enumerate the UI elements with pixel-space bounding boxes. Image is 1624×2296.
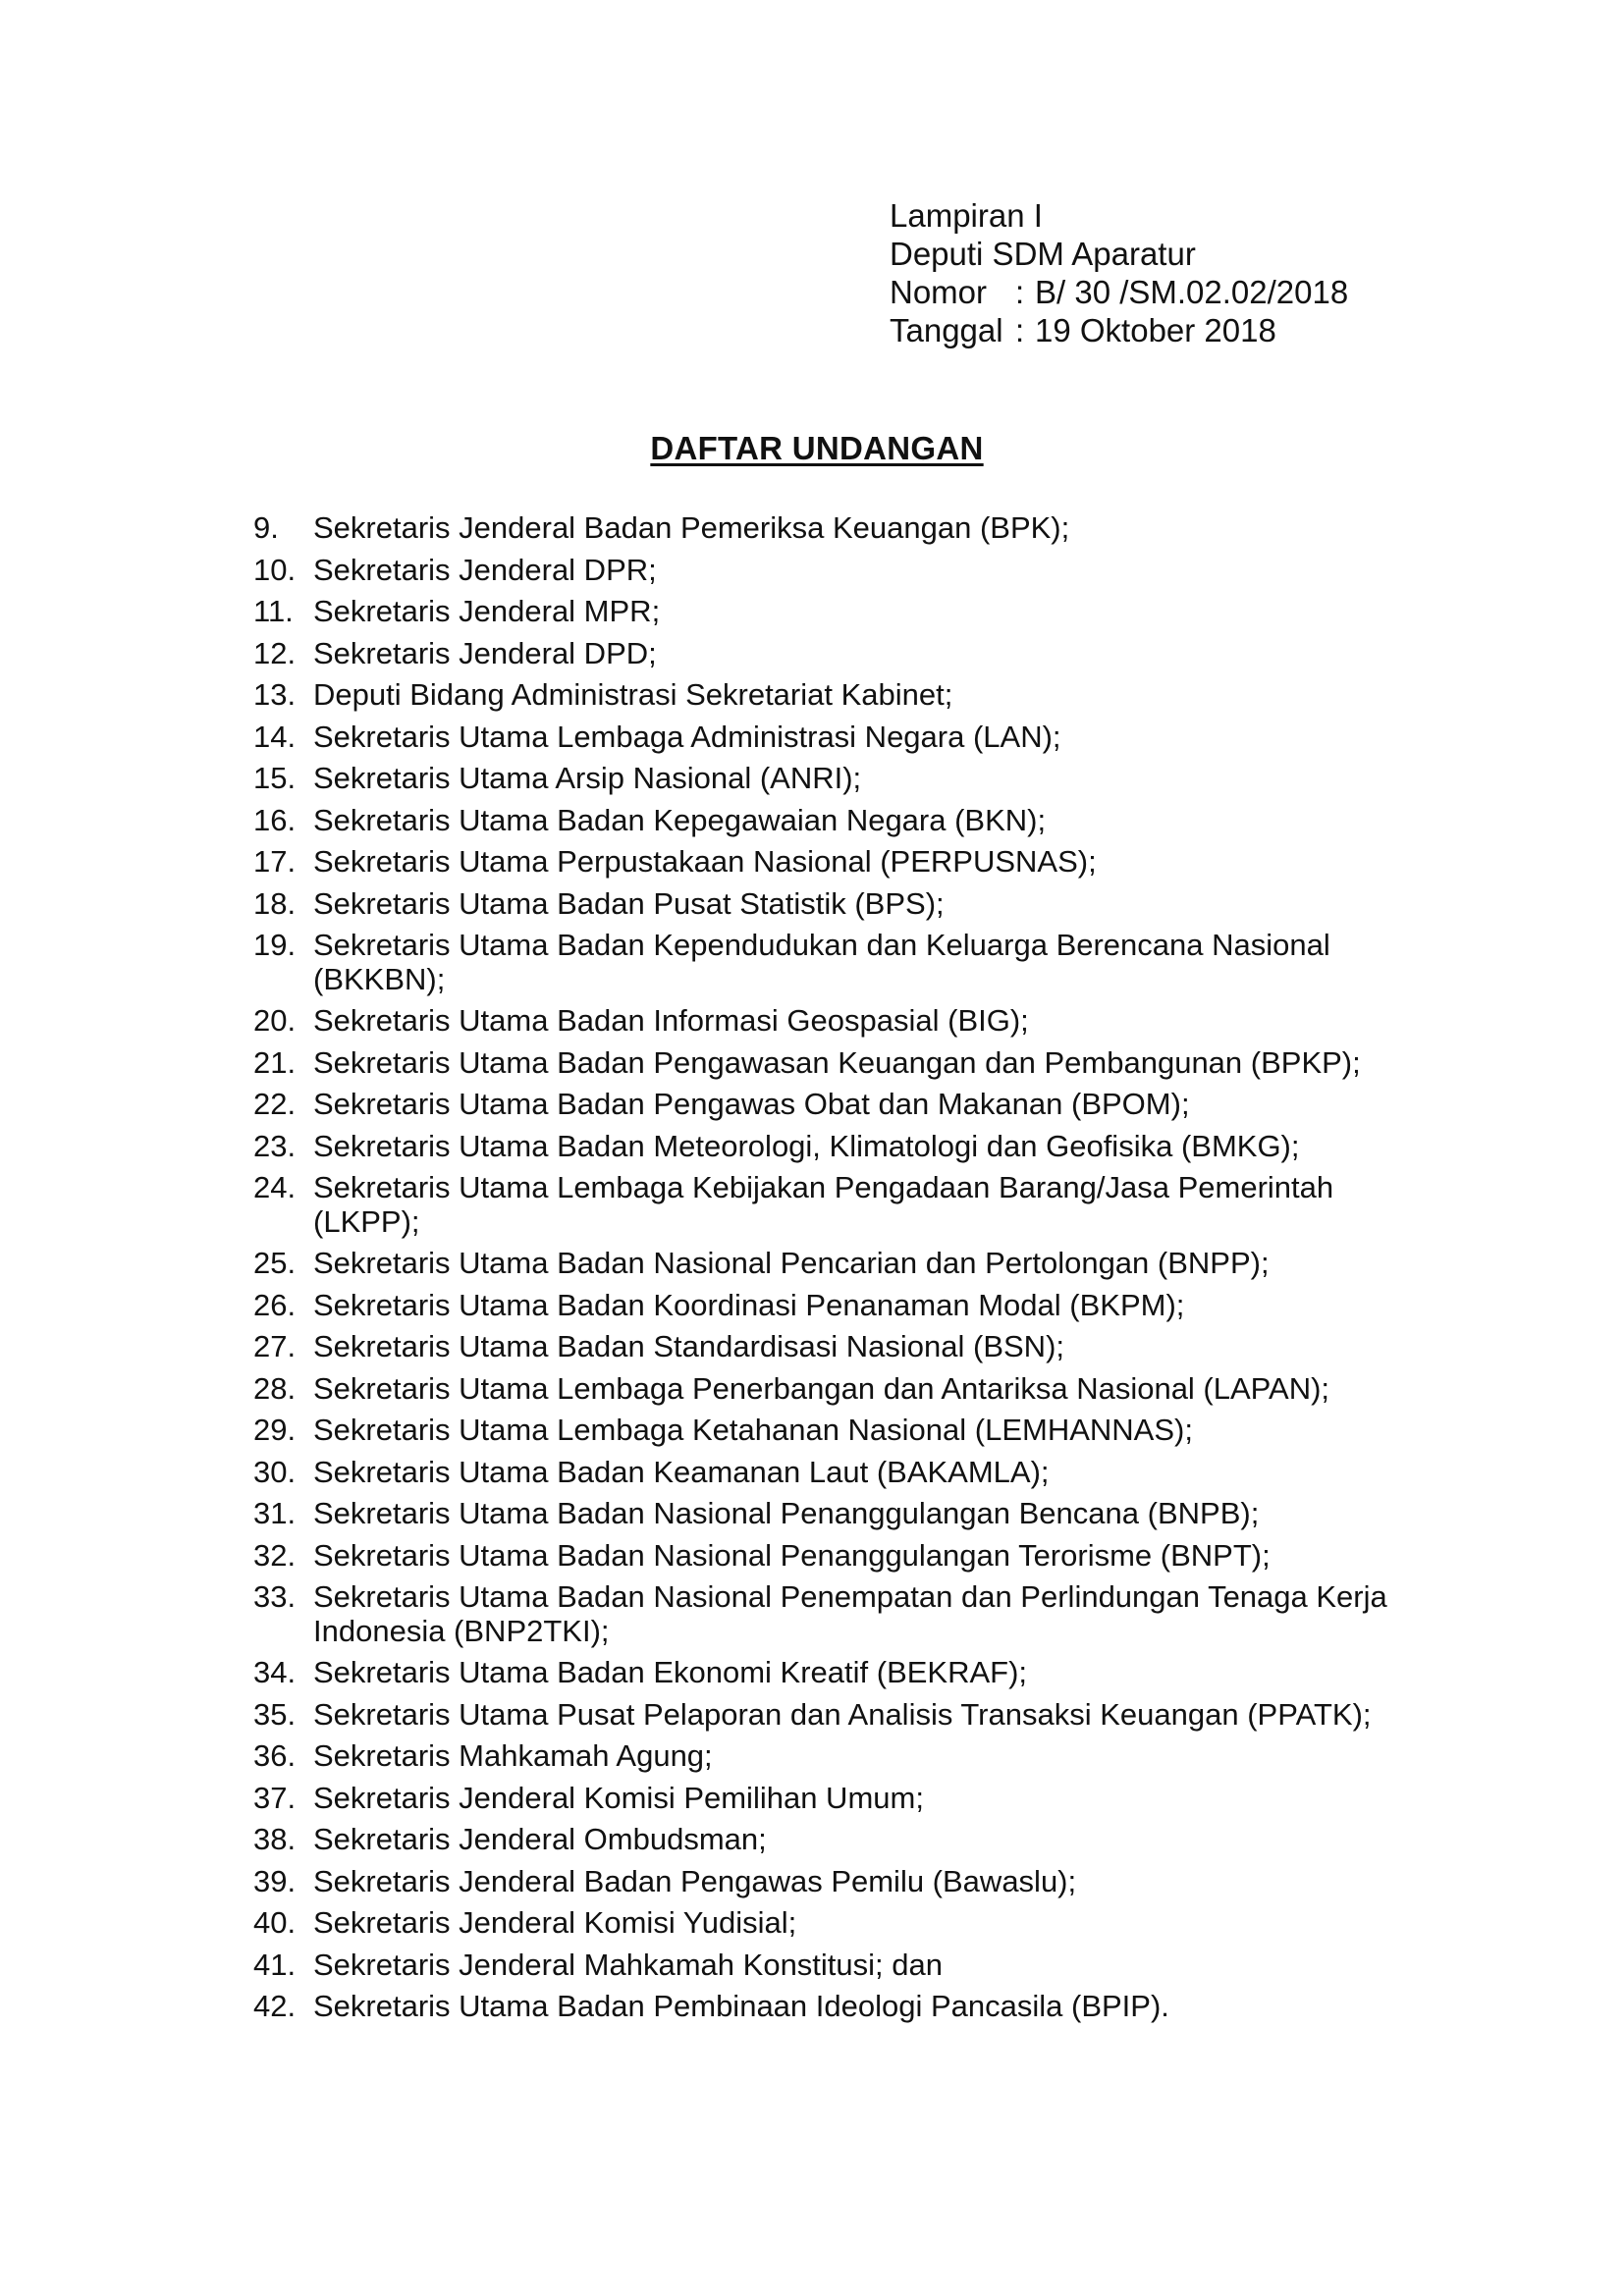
list-item-number: 25. bbox=[253, 1246, 297, 1280]
list-item bbox=[253, 1088, 1402, 1122]
list-item bbox=[253, 1906, 1402, 1941]
list-item-text: Sekretaris Utama Badan Nasional Pencarian dan Pertolongan (BNPP); bbox=[313, 1246, 1270, 1280]
invitation-list bbox=[253, 511, 1402, 2032]
list-item-number: 42. bbox=[253, 1989, 297, 2023]
date-separator: : bbox=[1015, 312, 1025, 348]
list-item-number: 17. bbox=[253, 844, 297, 879]
list-item bbox=[253, 1580, 1402, 1648]
list-item-text: Sekretaris Utama Lembaga Penerbangan dan Antariksa Nasional (LAPAN); bbox=[313, 1370, 1330, 1406]
list-item bbox=[253, 1130, 1402, 1164]
list-item-number: 21. bbox=[253, 1044, 297, 1080]
list-item bbox=[253, 1865, 1402, 1899]
list-item-text: Sekretaris Utama Badan Nasional Penempatan dan Perlindungan Tenaga Kerja Indonesia (BNP2TKI); bbox=[313, 1579, 1387, 1648]
list-item bbox=[253, 887, 1402, 922]
list-item-number: 30. bbox=[253, 1454, 297, 1489]
attachment-header bbox=[890, 196, 1348, 349]
list-item bbox=[253, 1171, 1402, 1239]
list-item-text: Sekretaris Utama Badan Keamanan Laut (BAKAMLA); bbox=[313, 1454, 1050, 1489]
list-item bbox=[253, 1456, 1402, 1490]
list-item-text: Sekretaris Utama Badan Kependudukan dan Keluarga Berencana Nasional (BKKBN); bbox=[313, 928, 1330, 996]
list-item-text: Sekretaris Jenderal DPD; bbox=[313, 635, 657, 670]
list-item-number: 32. bbox=[253, 1537, 297, 1573]
list-item-number: 31. bbox=[253, 1496, 297, 1530]
list-item bbox=[253, 1289, 1402, 1323]
date-value: 19 Oktober 2018 bbox=[1035, 312, 1276, 348]
list-item-number: 9. bbox=[253, 510, 279, 545]
list-item-number: 39. bbox=[253, 1863, 297, 1898]
list-item bbox=[253, 762, 1402, 796]
list-item-text: Sekretaris Utama Badan Kepegawaian Negara (BKN); bbox=[313, 802, 1047, 837]
list-item-text: Sekretaris Jenderal Mahkamah Konstitusi; dan bbox=[313, 1947, 943, 1982]
number-separator: : bbox=[1015, 274, 1025, 310]
list-item-number: 24. bbox=[253, 1170, 297, 1204]
list-item-number: 22. bbox=[253, 1087, 297, 1121]
list-item bbox=[253, 1539, 1402, 1574]
list-item-text: Sekretaris Utama Lembaga Administrasi Negara (LAN); bbox=[313, 719, 1061, 754]
list-item bbox=[253, 1698, 1402, 1733]
list-item bbox=[253, 678, 1402, 713]
list-item bbox=[253, 1782, 1402, 1816]
list-item bbox=[253, 1497, 1402, 1531]
list-item-text: Sekretaris Utama Badan Nasional Penanggulangan Terorisme (BNPT); bbox=[313, 1537, 1271, 1573]
list-item-number: 13. bbox=[253, 677, 297, 712]
list-item-number: 12. bbox=[253, 635, 297, 670]
list-item-text: Sekretaris Jenderal Komisi Pemilihan Umum; bbox=[313, 1780, 924, 1815]
number-value: B/ 30 /SM.02.02/2018 bbox=[1035, 274, 1349, 310]
list-item-text: Sekretaris Utama Pusat Pelaporan dan Analisis Transaksi Keuangan (PPATK); bbox=[313, 1696, 1372, 1732]
list-item-text: Deputi Bidang Administrasi Sekretariat Kabinet; bbox=[313, 677, 953, 712]
list-item bbox=[253, 595, 1402, 629]
list-item bbox=[253, 1372, 1402, 1407]
list-item-number: 14. bbox=[253, 719, 297, 754]
list-item-text: Sekretaris Utama Badan Meteorologi, Klimatologi dan Geofisika (BMKG); bbox=[313, 1128, 1300, 1163]
list-item bbox=[253, 554, 1402, 588]
list-item bbox=[253, 1823, 1402, 1857]
list-item-number: 34. bbox=[253, 1655, 297, 1689]
list-item-text: Sekretaris Utama Badan Pusat Statistik (BPS); bbox=[313, 885, 945, 921]
list-item-number: 29. bbox=[253, 1413, 297, 1447]
list-item-number: 20. bbox=[253, 1003, 297, 1038]
deputy-row bbox=[890, 235, 1348, 273]
list-item-text: Sekretaris Jenderal MPR; bbox=[313, 594, 661, 628]
list-item-text: Sekretaris Utama Badan Nasional Penanggulangan Bencana (BNPB); bbox=[313, 1496, 1260, 1530]
list-item-number: 36. bbox=[253, 1738, 297, 1773]
list-item-number: 37. bbox=[253, 1780, 297, 1815]
document-title: DAFTAR UNDANGAN bbox=[650, 430, 984, 466]
list-item-text: Sekretaris Jenderal Komisi Yudisial; bbox=[313, 1905, 797, 1940]
date-label: Tanggal bbox=[890, 312, 1003, 348]
attachment-label-row bbox=[890, 196, 1348, 235]
list-item-text: Sekretaris Jenderal Ombudsman; bbox=[313, 1822, 767, 1856]
list-item-number: 23. bbox=[253, 1128, 297, 1163]
list-item-text: Sekretaris Utama Badan Standardisasi Nasional (BSN); bbox=[313, 1329, 1065, 1363]
list-item bbox=[253, 1656, 1402, 1690]
list-item-text: Sekretaris Utama Badan Pembinaan Ideologi Pancasila (BPIP). bbox=[313, 1989, 1169, 2023]
list-item-number: 19. bbox=[253, 928, 297, 962]
list-item-number: 18. bbox=[253, 885, 297, 921]
list-item-number: 35. bbox=[253, 1696, 297, 1732]
list-item bbox=[253, 1414, 1402, 1448]
list-item-text: Sekretaris Utama Badan Koordinasi Penanaman Modal (BKPM); bbox=[313, 1287, 1185, 1322]
list-item bbox=[253, 1004, 1402, 1039]
list-item-text: Sekretaris Utama Badan Pengawasan Keuangan dan Pembangunan (BPKP); bbox=[313, 1044, 1361, 1080]
list-item bbox=[253, 1990, 1402, 2024]
list-item-number: 40. bbox=[253, 1905, 297, 1940]
date-row bbox=[890, 311, 1348, 349]
list-item-number: 27. bbox=[253, 1329, 297, 1363]
list-item-text: Sekretaris Utama Lembaga Kebijakan Pengadaan Barang/Jasa Pemerintah (LKPP); bbox=[313, 1170, 1334, 1239]
number-label: Nomor bbox=[890, 274, 988, 310]
number-row bbox=[890, 273, 1348, 311]
list-item-text: Sekretaris Utama Lembaga Ketahanan Nasional (LEMHANNAS); bbox=[313, 1413, 1193, 1447]
list-item bbox=[253, 1739, 1402, 1774]
list-item-number: 33. bbox=[253, 1579, 297, 1614]
list-item-number: 41. bbox=[253, 1947, 297, 1982]
list-item-number: 10. bbox=[253, 552, 297, 587]
list-item bbox=[253, 929, 1402, 996]
list-item bbox=[253, 1949, 1402, 1983]
list-item-text: Sekretaris Utama Arsip Nasional (ANRI); bbox=[313, 761, 862, 795]
list-item-number: 26. bbox=[253, 1287, 297, 1322]
list-item-text: Sekretaris Utama Badan Informasi Geospasial (BIG); bbox=[313, 1003, 1029, 1038]
attachment-label: Lampiran I bbox=[890, 197, 1043, 234]
list-item-number: 16. bbox=[253, 802, 297, 837]
list-item bbox=[253, 804, 1402, 838]
list-item bbox=[253, 1330, 1402, 1364]
list-item-text: Sekretaris Mahkamah Agung; bbox=[313, 1738, 713, 1773]
list-item bbox=[253, 637, 1402, 671]
list-item-number: 11. bbox=[253, 594, 294, 628]
list-item-text: Sekretaris Jenderal DPR; bbox=[313, 552, 657, 587]
list-item bbox=[253, 845, 1402, 880]
list-item bbox=[253, 1046, 1402, 1081]
list-item bbox=[253, 1247, 1402, 1281]
deputy-name: Deputi SDM Aparatur bbox=[890, 236, 1196, 272]
list-item-number: 38. bbox=[253, 1822, 297, 1856]
list-item-text: Sekretaris Jenderal Badan Pengawas Pemilu (Bawaslu); bbox=[313, 1863, 1077, 1898]
list-item-number: 15. bbox=[253, 761, 297, 795]
list-item bbox=[253, 511, 1402, 546]
list-item-text: Sekretaris Utama Badan Pengawas Obat dan Makanan (BPOM); bbox=[313, 1087, 1190, 1121]
list-item-text: Sekretaris Jenderal Badan Pemeriksa Keuangan (BPK); bbox=[313, 510, 1070, 545]
list-item-text: Sekretaris Utama Perpustakaan Nasional (PERPUSNAS); bbox=[313, 844, 1097, 879]
list-item-text: Sekretaris Utama Badan Ekonomi Kreatif (BEKRAF); bbox=[313, 1655, 1028, 1689]
list-item-number: 28. bbox=[253, 1370, 297, 1406]
list-item bbox=[253, 721, 1402, 755]
